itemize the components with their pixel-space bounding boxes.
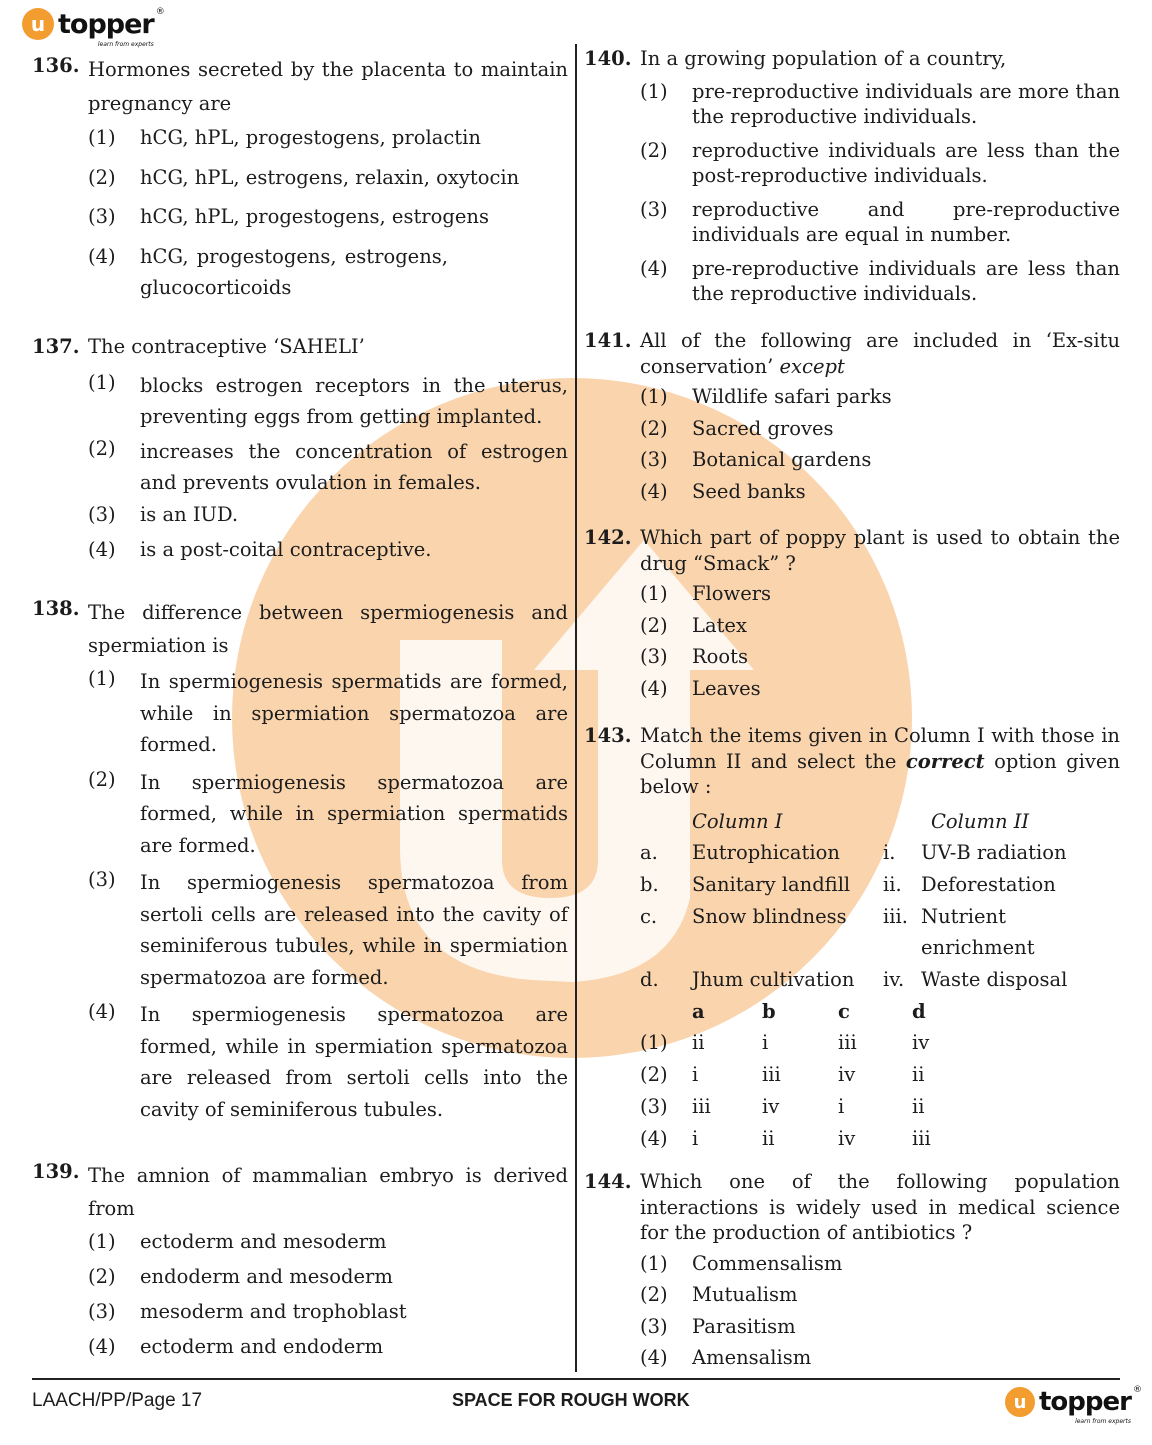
- answer-option[interactable]: [640, 1091, 1120, 1123]
- column-2-item: Deforestation: [921, 872, 1056, 896]
- option[interactable]: [640, 197, 1120, 248]
- option-text: Latex: [692, 613, 747, 637]
- option-text: Botanical gardens: [692, 448, 872, 471]
- option[interactable]: [640, 384, 1120, 410]
- option-label: (1): [640, 385, 668, 408]
- row-letter: a.: [640, 841, 658, 865]
- option-label: (1): [88, 370, 116, 394]
- option-label: (1): [88, 1230, 116, 1253]
- option[interactable]: [88, 204, 568, 230]
- row-letter: d.: [640, 968, 659, 992]
- answer-a: i: [692, 1126, 699, 1150]
- column-1-header: Column I: [692, 809, 783, 833]
- option[interactable]: [640, 79, 1120, 130]
- match-row: [640, 837, 1120, 869]
- question-number: 137.: [32, 335, 80, 358]
- option[interactable]: [88, 537, 568, 563]
- option[interactable]: [640, 676, 1120, 702]
- option-text: In spermiogenesis spermatids are formed, while in spermiation spermatozoa are formed.: [140, 670, 568, 756]
- column-1-item: Sanitary landfill: [692, 872, 851, 896]
- option-label: (2): [640, 1283, 668, 1306]
- match-row: [640, 869, 1120, 901]
- option[interactable]: [640, 613, 1120, 639]
- question-142: [584, 525, 1120, 701]
- option-text: Mutualism: [692, 1283, 798, 1306]
- question-text-end: option given below :: [640, 749, 1121, 798]
- logo-registered: ®: [1132, 1385, 1141, 1395]
- answer-option[interactable]: [640, 1059, 1120, 1091]
- logo-word: topper: [58, 8, 154, 40]
- option-label: (1): [640, 79, 668, 103]
- option-label: (4): [640, 256, 668, 280]
- question-text: The contraceptive ‘SAHELI’: [88, 335, 365, 358]
- option-text: ectoderm and mesoderm: [140, 1230, 387, 1253]
- column-2-item: Nutrient enrichment: [921, 904, 1035, 960]
- logo-word: topper: [1039, 1387, 1131, 1417]
- option-label: (1): [88, 126, 116, 149]
- option[interactable]: [88, 1299, 568, 1325]
- question-text: Hormones secreted by the placenta to maintain pregnancy are: [88, 58, 568, 115]
- option-label: (1): [640, 582, 668, 605]
- option-text: reproductive individuals are less than the post-reproductive individuals.: [692, 138, 1120, 187]
- option-text: Amensalism: [692, 1346, 812, 1369]
- question-text: In a growing population of a country,: [640, 47, 1007, 70]
- option-text: endoderm and mesoderm: [140, 1265, 393, 1288]
- option-text: hCG, hPL, estrogens, relaxin, oxytocin: [140, 165, 520, 189]
- row-letter: b.: [640, 872, 659, 896]
- option-text: is a post-coital contraceptive.: [140, 538, 432, 561]
- question-139: [32, 1159, 568, 1360]
- question-text: The difference between spermiogenesis and spermiation is: [88, 601, 568, 657]
- option-label: (1): [640, 1031, 668, 1055]
- option-label: (4): [640, 479, 668, 503]
- option-text: Wildlife safari parks: [692, 385, 892, 408]
- option[interactable]: [640, 1345, 1120, 1371]
- option-text: Leaves: [692, 676, 761, 700]
- option-text: ectoderm and endoderm: [140, 1335, 384, 1358]
- option-text: blocks estrogen receptors in the uterus, preventing eggs from getting implanted.: [140, 373, 568, 428]
- column-2-header: Column II: [931, 809, 1030, 833]
- option-text: In spermiogenesis spermatozoa from sertoli cells are released into the cavity of seminiferous tubules, while in spermiation spermatozoa are formed.: [140, 871, 568, 989]
- option[interactable]: [88, 165, 568, 191]
- column-1-item: Snow blindness: [692, 904, 847, 928]
- option-text: hCG, progestogens, estrogens, glucocorticoids: [140, 244, 448, 299]
- option-text: Roots: [692, 645, 749, 668]
- row-roman: iii.: [883, 904, 908, 928]
- option[interactable]: [88, 436, 568, 498]
- topper-logo: [22, 6, 164, 48]
- option-label: (2): [640, 613, 668, 637]
- option-text: Sacred groves: [692, 416, 834, 440]
- option[interactable]: [88, 767, 568, 862]
- logo-u-icon: [22, 8, 54, 40]
- question-text: Match the items given in Column I with those in Column II and select the: [640, 724, 1120, 773]
- answer-b: iii: [762, 1063, 781, 1087]
- footer-rule: [32, 1378, 1120, 1380]
- option[interactable]: [88, 999, 568, 1125]
- footer-topper-logo: [1005, 1385, 1141, 1425]
- option-text: hCG, hPL, progestogens, estrogens: [140, 205, 489, 228]
- option-label: (3): [640, 645, 668, 668]
- option-label: (2): [640, 138, 668, 162]
- option[interactable]: [640, 1251, 1120, 1277]
- option[interactable]: [88, 125, 568, 151]
- logo-u-icon: [1005, 1387, 1035, 1417]
- option-label: (3): [640, 448, 668, 471]
- option[interactable]: [640, 256, 1120, 307]
- option[interactable]: [88, 666, 568, 761]
- logo-tagline: learn from experts: [97, 40, 154, 48]
- row-roman: ii.: [883, 872, 902, 896]
- question-emphasis: except: [779, 354, 845, 378]
- answer-c: iv: [838, 1063, 856, 1087]
- answer-header-a: a: [692, 999, 705, 1023]
- question-144: [584, 1169, 1120, 1371]
- option-label: (2): [88, 436, 116, 460]
- answer-d: iii: [912, 1126, 931, 1150]
- option[interactable]: [88, 370, 568, 432]
- question-text: Which part of poppy plant is used to obtain the drug “Smack” ?: [640, 526, 1120, 575]
- option-label: (2): [88, 767, 116, 791]
- question-number: 140.: [584, 47, 632, 70]
- answer-a: i: [692, 1063, 699, 1087]
- answer-header-c: c: [838, 999, 850, 1023]
- rough-work-label: SPACE FOR ROUGH WORK: [452, 1390, 690, 1410]
- answer-c: iv: [838, 1126, 856, 1150]
- option-label: (3): [640, 1094, 668, 1118]
- option-text: pre-reproductive individuals are more than the reproductive individuals.: [692, 79, 1120, 128]
- option-label: (3): [88, 1300, 116, 1323]
- answer-option[interactable]: [640, 1123, 1120, 1155]
- option[interactable]: [640, 1314, 1120, 1340]
- option-label: (4): [88, 538, 116, 561]
- row-roman: i.: [883, 841, 896, 865]
- option[interactable]: [640, 581, 1120, 607]
- option-text: pre-reproductive individuals are less than the reproductive individuals.: [692, 256, 1120, 305]
- option-label: (4): [640, 1346, 668, 1369]
- answer-c: i: [838, 1094, 845, 1118]
- option-text: Flowers: [692, 582, 772, 605]
- logo-letter: u: [1013, 1391, 1027, 1413]
- logo-registered: ®: [155, 6, 164, 17]
- option[interactable]: [640, 479, 1120, 505]
- option-label: (1): [88, 667, 116, 690]
- question-137: [32, 334, 568, 563]
- page-code: LAACH/PP/Page 17: [32, 1390, 203, 1411]
- option-text: reproductive and pre-reproductive individuals are equal in number.: [692, 197, 1120, 246]
- option-text: increases the concentration of estrogen and prevents ovulation in females.: [140, 439, 568, 494]
- question-number: 139.: [32, 1160, 80, 1183]
- question-text: All of the following are included in ‘Ex-situ conservation’: [640, 329, 1120, 378]
- question-138: [32, 596, 568, 1125]
- option-text: Commensalism: [692, 1251, 843, 1275]
- answer-d: iv: [912, 1031, 930, 1055]
- answer-c: iii: [838, 1031, 857, 1055]
- question-text: The amnion of mammalian embryo is derived from: [88, 1164, 568, 1220]
- question-number: 144.: [584, 1170, 632, 1193]
- question-number: 141.: [584, 329, 632, 352]
- option-text: In spermiogenesis spermatozoa are formed, while in spermiation spermatids are formed.: [140, 770, 568, 857]
- row-letter: c.: [640, 904, 658, 928]
- answer-b: i: [762, 1031, 769, 1055]
- option[interactable]: [88, 867, 568, 993]
- answer-b: iv: [762, 1094, 780, 1118]
- option-label: (3): [88, 205, 116, 228]
- option-label: (3): [88, 502, 116, 526]
- option-text: Seed banks: [692, 479, 806, 503]
- answer-a: ii: [692, 1031, 705, 1055]
- option[interactable]: [88, 1334, 568, 1360]
- logo-tagline: learn from experts: [1075, 1418, 1131, 1425]
- option[interactable]: [640, 138, 1120, 189]
- row-roman: iv.: [883, 968, 905, 992]
- option[interactable]: [88, 1229, 568, 1255]
- option[interactable]: [88, 502, 568, 528]
- option-label: (1): [640, 1251, 668, 1275]
- option-label: (4): [88, 1335, 116, 1358]
- match-table: [640, 806, 1120, 996]
- option[interactable]: [88, 1264, 568, 1290]
- answer-header-d: d: [912, 999, 926, 1023]
- option-text: In spermiogenesis spermatozoa are formed, while in spermiation spermatozoa are released from sertoli cells into the cavity of seminiferous tubules.: [140, 1003, 568, 1121]
- option[interactable]: [640, 644, 1120, 670]
- column-2-item: Waste disposal: [921, 968, 1068, 992]
- option-text: is an IUD.: [140, 502, 239, 526]
- answer-d: ii: [912, 1063, 925, 1087]
- question-text: Which one of the following population interactions is widely used in medical science for the production of antibiotics ?: [640, 1170, 1120, 1244]
- option-label: (3): [640, 197, 668, 221]
- option-text: mesoderm and trophoblast: [140, 1300, 407, 1323]
- option-text: Parasitism: [692, 1314, 796, 1338]
- option[interactable]: [640, 447, 1120, 473]
- column-2-item: UV-B radiation: [921, 841, 1067, 865]
- option-label: (4): [640, 676, 668, 700]
- option-label: (3): [640, 1314, 668, 1338]
- option-label: (2): [640, 416, 668, 440]
- answer-d: ii: [912, 1094, 925, 1118]
- option-label: (2): [88, 165, 116, 189]
- option-label: (4): [640, 1126, 668, 1150]
- answer-table: [640, 996, 1120, 1155]
- question-number: 142.: [584, 526, 632, 549]
- question-136: [32, 53, 568, 303]
- question-143: [584, 723, 1120, 1154]
- answer-b: ii: [762, 1126, 775, 1150]
- question-number: 143.: [584, 724, 632, 747]
- question-emphasis: correct: [905, 749, 985, 773]
- logo-letter: u: [30, 12, 46, 36]
- answer-a: iii: [692, 1094, 711, 1118]
- column-1-item: Jhum cultivation: [692, 968, 855, 992]
- option-label: (4): [88, 244, 116, 268]
- column-divider: [575, 44, 577, 1372]
- option-label: (3): [88, 868, 116, 891]
- option[interactable]: [88, 244, 568, 303]
- match-row: [640, 901, 1120, 964]
- match-row: [640, 964, 1120, 996]
- column-1-item: Eutrophication: [692, 841, 840, 865]
- option-text: hCG, hPL, progestogens, prolactin: [140, 126, 481, 149]
- option-label: (2): [640, 1063, 668, 1087]
- option-label: (4): [88, 1000, 116, 1023]
- option[interactable]: [640, 1282, 1120, 1308]
- option[interactable]: [640, 416, 1120, 442]
- answer-option[interactable]: [640, 1027, 1120, 1059]
- question-number: 136.: [32, 54, 80, 77]
- option-label: (2): [88, 1265, 116, 1288]
- question-140: [584, 46, 1120, 307]
- question-number: 138.: [32, 597, 80, 620]
- question-141: [584, 328, 1120, 504]
- answer-header-b: b: [762, 999, 776, 1023]
